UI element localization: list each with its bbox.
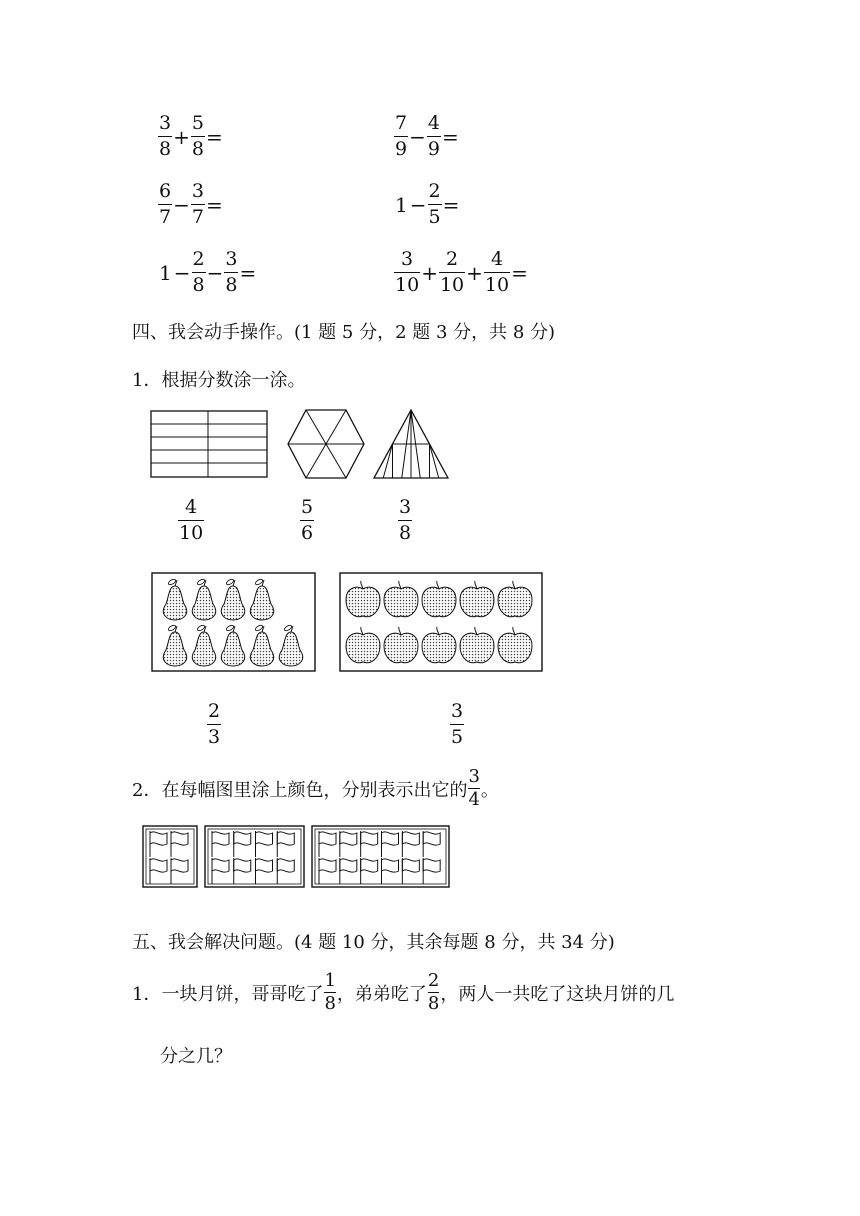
fraction-numerator: 3 bbox=[225, 248, 238, 270]
operator: + bbox=[173, 124, 190, 149]
pear-icon bbox=[250, 624, 273, 666]
exercise-3 bbox=[158, 182, 224, 227]
fraction bbox=[191, 182, 205, 227]
operator: + bbox=[421, 260, 438, 285]
flag-box bbox=[312, 826, 449, 887]
operator: = bbox=[205, 192, 223, 217]
fraction-denominator: 5 bbox=[451, 726, 464, 748]
fraction-denominator: 8 bbox=[159, 138, 172, 160]
flag-icon bbox=[361, 831, 378, 857]
flag-icon bbox=[340, 831, 357, 857]
fraction bbox=[158, 182, 172, 227]
fraction-denominator: 8 bbox=[427, 993, 440, 1014]
fraction bbox=[394, 114, 408, 159]
fraction-denominator: 4 bbox=[468, 789, 480, 810]
fraction bbox=[224, 250, 238, 295]
flag-icon bbox=[423, 858, 440, 884]
question-5-1-fraction-2 bbox=[428, 972, 439, 1013]
fraction bbox=[394, 250, 420, 295]
operator: − bbox=[409, 124, 426, 149]
flag-icon bbox=[171, 831, 188, 857]
pear-icon bbox=[221, 624, 244, 666]
shape-fraction-label bbox=[398, 498, 412, 543]
fraction-denominator: 8 bbox=[191, 138, 204, 160]
operator: = bbox=[442, 192, 460, 217]
fraction-denominator: 3 bbox=[208, 726, 221, 748]
fraction-denominator: 5 bbox=[428, 206, 441, 228]
rectangle-10-parts-figure bbox=[150, 410, 270, 480]
fraction bbox=[192, 250, 206, 295]
flag-icon bbox=[150, 858, 167, 884]
fraction-denominator: 7 bbox=[191, 206, 204, 228]
flags-figure bbox=[142, 825, 452, 889]
fraction-numerator: 7 bbox=[395, 112, 408, 134]
fruit-fraction-label bbox=[450, 702, 464, 747]
operator: = bbox=[441, 124, 459, 149]
flag-icon bbox=[423, 831, 440, 857]
triangle-8-parts-figure bbox=[372, 408, 452, 480]
flag-icon bbox=[256, 831, 273, 857]
fraction-numerator: 5 bbox=[301, 496, 314, 518]
apple-icon bbox=[498, 627, 532, 663]
question-5-1-text-b: ，弟弟吃了 bbox=[336, 983, 427, 1005]
shape-fraction-label bbox=[178, 498, 204, 543]
fraction-numerator: 2 bbox=[427, 970, 440, 991]
flag-icon bbox=[340, 858, 357, 884]
apple-icon bbox=[346, 627, 380, 663]
flag-icon bbox=[319, 831, 336, 857]
flag-icon bbox=[150, 831, 167, 857]
fraction-denominator: 10 bbox=[484, 274, 510, 296]
fruit-fraction-label bbox=[207, 702, 221, 747]
fraction-numerator: 6 bbox=[159, 180, 172, 202]
flag-icon bbox=[277, 831, 294, 857]
whole-number: 1 bbox=[159, 260, 172, 285]
fraction bbox=[427, 114, 441, 159]
flag-icon bbox=[382, 831, 399, 857]
exercise-1 bbox=[158, 114, 224, 159]
fraction-numerator: 2 bbox=[208, 700, 221, 722]
flag-icon bbox=[171, 858, 188, 884]
apple-icon bbox=[384, 581, 418, 617]
fraction-numerator: 3 bbox=[401, 248, 414, 270]
question-4-2-text: 2．在每幅图里涂上颜色，分别表示出它的 bbox=[132, 779, 468, 801]
flag-icon bbox=[234, 858, 251, 884]
fraction bbox=[158, 114, 172, 159]
operator: − bbox=[206, 260, 224, 285]
fraction-numerator: 3 bbox=[159, 112, 172, 134]
fraction-denominator: 9 bbox=[395, 138, 408, 160]
fraction-denominator: 8 bbox=[399, 522, 412, 544]
flag-icon bbox=[402, 831, 419, 857]
fraction-denominator: 6 bbox=[301, 522, 314, 544]
exercise-4 bbox=[394, 182, 460, 227]
fraction bbox=[484, 250, 510, 295]
exercise-5 bbox=[158, 250, 257, 295]
exercise-6 bbox=[394, 250, 529, 295]
fraction-numerator: 3 bbox=[451, 700, 464, 722]
whole-number: 1 bbox=[395, 192, 408, 217]
question-5-1-fraction-1 bbox=[324, 972, 335, 1013]
hexagon-6-parts-figure bbox=[286, 408, 366, 480]
section-4-heading: 四、我会动手操作。(1 题 5 分，2 题 3 分，共 8 分) bbox=[132, 322, 556, 343]
pears-figure bbox=[151, 572, 317, 672]
flag-box bbox=[205, 826, 304, 887]
question-4-2-end: 。 bbox=[480, 779, 499, 801]
fraction-denominator: 10 bbox=[395, 274, 420, 296]
flag-icon bbox=[319, 858, 336, 884]
fraction-numerator: 3 bbox=[191, 180, 204, 202]
shape-fraction-label bbox=[300, 498, 314, 543]
fraction-numerator: 1 bbox=[324, 970, 336, 991]
operator: − bbox=[409, 192, 427, 217]
fraction-numerator: 3 bbox=[399, 496, 412, 518]
question-5-1 bbox=[132, 972, 674, 1013]
pear-icon bbox=[163, 624, 186, 666]
fraction-denominator: 8 bbox=[225, 274, 238, 296]
flag-icon bbox=[382, 858, 399, 884]
apple-icon bbox=[346, 581, 380, 617]
question-4-2-fraction bbox=[468, 768, 479, 809]
pear-icon bbox=[163, 578, 186, 620]
question-5-1-text-a: 1．一块月饼，哥哥吃了 bbox=[132, 983, 324, 1005]
fraction-denominator: 10 bbox=[439, 274, 465, 296]
flag-icon bbox=[277, 858, 294, 884]
fraction-numerator: 5 bbox=[191, 112, 204, 134]
question-4-2 bbox=[132, 768, 499, 809]
operator: = bbox=[511, 260, 528, 285]
apple-icon bbox=[422, 581, 456, 617]
fraction-denominator: 8 bbox=[192, 274, 205, 296]
fraction-numerator: 4 bbox=[185, 496, 198, 518]
question-5-1-text-c: ，两人一共吃了这块月饼的几 bbox=[440, 983, 675, 1005]
flag-icon bbox=[212, 831, 229, 857]
flag-icon bbox=[256, 858, 273, 884]
apple-icon bbox=[422, 627, 456, 663]
pear-icon bbox=[192, 578, 215, 620]
fraction bbox=[439, 250, 465, 295]
fraction-numerator: 4 bbox=[427, 112, 440, 134]
fraction-numerator: 2 bbox=[192, 248, 205, 270]
fraction-numerator: 2 bbox=[446, 248, 459, 270]
fraction bbox=[428, 182, 442, 227]
apples-figure bbox=[339, 572, 544, 672]
pear-icon bbox=[192, 624, 215, 666]
exercise-2 bbox=[394, 114, 460, 159]
operator: − bbox=[173, 192, 190, 217]
question-5-1-continued: 分之几？ bbox=[160, 1046, 232, 1067]
apple-icon bbox=[498, 581, 532, 617]
fraction-denominator: 9 bbox=[427, 138, 440, 160]
flag-box bbox=[143, 826, 197, 887]
flag-icon bbox=[212, 858, 229, 884]
operator: + bbox=[466, 260, 483, 285]
pear-icon bbox=[221, 578, 244, 620]
operator: = bbox=[205, 124, 223, 149]
operator: = bbox=[239, 260, 257, 285]
question-4-1: 1．根据分数涂一涂。 bbox=[132, 370, 306, 391]
fraction-denominator: 10 bbox=[179, 522, 204, 544]
fraction-denominator: 8 bbox=[324, 993, 336, 1014]
section-5-heading: 五、我会解决问题。(4 题 10 分，其余每题 8 分，共 34 分) bbox=[132, 932, 615, 953]
flag-icon bbox=[361, 858, 378, 884]
flag-icon bbox=[402, 858, 419, 884]
fraction-numerator: 3 bbox=[468, 766, 480, 787]
operator: − bbox=[173, 260, 191, 285]
apple-icon bbox=[460, 581, 494, 617]
fraction-numerator: 4 bbox=[490, 248, 504, 270]
apple-icon bbox=[460, 627, 494, 663]
fraction-numerator: 2 bbox=[428, 180, 441, 202]
apple-icon bbox=[384, 627, 418, 663]
flag-icon bbox=[234, 831, 251, 857]
pear-icon bbox=[279, 624, 302, 666]
pear-icon bbox=[250, 578, 273, 620]
fraction bbox=[191, 114, 205, 159]
fraction-denominator: 7 bbox=[159, 206, 172, 228]
